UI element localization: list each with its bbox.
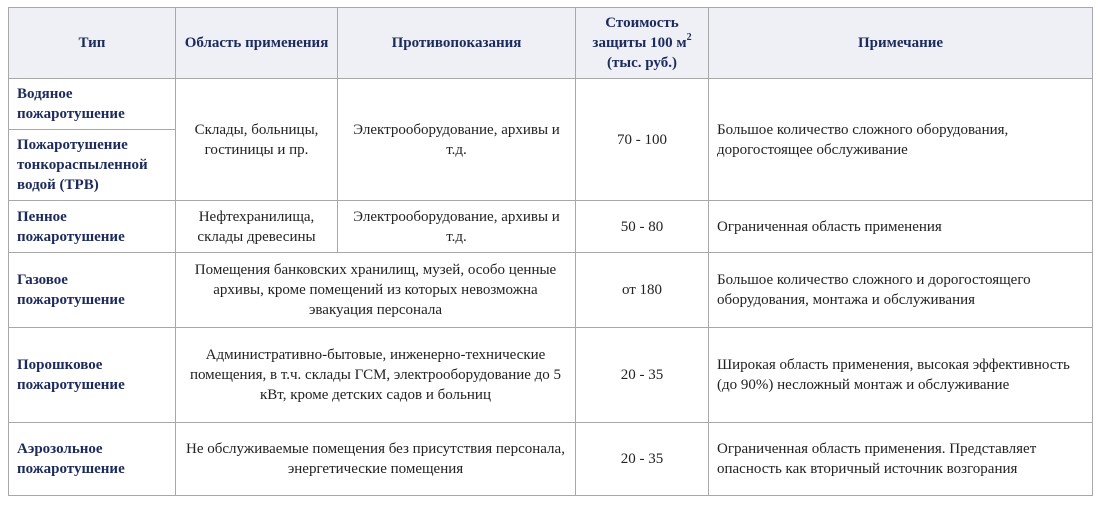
type-cell: Пожаротушение тонкораспыленной водой (ТРВ) [9, 130, 176, 201]
area-cell: Административно-бытовые, инженерно-технические помещения, в т.ч. склады ГСМ, электрооборудование до 5 кВт, кроме детских садов и больниц [176, 328, 576, 423]
note-cell: Ограниченная область применения. Представляет опасность как вторичный источник возгорания [709, 423, 1093, 496]
contraindications-cell: Электрооборудование, архивы и т.д. [338, 201, 576, 253]
header-cost-line2: защиты 100 м [592, 35, 687, 51]
header-row [9, 8, 1093, 79]
contraindications-cell: Электрооборудование, архивы и т.д. [338, 79, 576, 201]
type-cell: Порошковое пожаротушение [9, 328, 176, 423]
type-cell: Аэрозольное пожаротушение [9, 423, 176, 496]
table-row [9, 253, 1093, 328]
area-cell: Склады, больницы, гостиницы и пр. [176, 79, 338, 201]
header-note: Примечание [709, 8, 1093, 79]
header-cost-line3: (тыс. руб.) [607, 55, 677, 71]
fire-suppression-table [8, 7, 1093, 496]
header-type: Тип [9, 8, 176, 79]
note-cell: Большое количество сложного оборудования, дорогостоящее обслуживание [709, 79, 1093, 201]
cost-cell: 20 - 35 [576, 423, 709, 496]
header-cost [576, 8, 709, 79]
cost-cell: 20 - 35 [576, 328, 709, 423]
header-area: Область применения [176, 8, 338, 79]
cost-cell: от 180 [576, 253, 709, 328]
type-cell: Газовое пожаротушение [9, 253, 176, 328]
area-cell: Не обслуживаемые помещения без присутствия персонала, энергетические помещения [176, 423, 576, 496]
header-contraindications: Противопоказания [338, 8, 576, 79]
type-cell: Водяное пожаротушение [9, 79, 176, 130]
area-cell: Нефтехранилища, склады древесины [176, 201, 338, 253]
cost-cell: 70 - 100 [576, 79, 709, 201]
cost-cell: 50 - 80 [576, 201, 709, 253]
note-cell: Ограниченная область применения [709, 201, 1093, 253]
table-row [9, 201, 1093, 253]
note-cell: Большое количество сложного и дорогостоящего оборудования, монтажа и обслуживания [709, 253, 1093, 328]
table-row [9, 79, 1093, 130]
header-cost-sup: 2 [686, 32, 692, 43]
type-cell: Пенное пожаротушение [9, 201, 176, 253]
table-row [9, 328, 1093, 423]
note-cell: Широкая область применения, высокая эффективность (до 90%) несложный монтаж и обслуживание [709, 328, 1093, 423]
area-cell: Помещения банковских хранилищ, музей, особо ценные архивы, кроме помещений из которых невозможна эвакуация персонала [176, 253, 576, 328]
header-cost-line1: Стоимость [605, 15, 679, 31]
table-row [9, 423, 1093, 496]
